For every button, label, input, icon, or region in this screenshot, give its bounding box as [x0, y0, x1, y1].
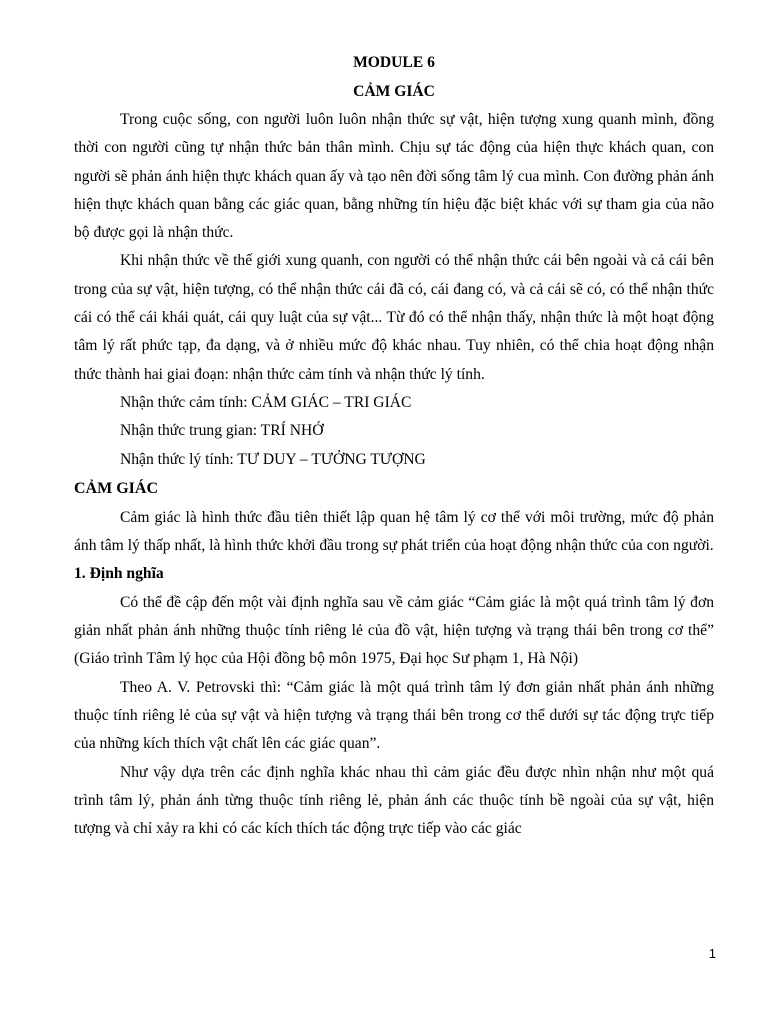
stage-rational: Nhận thức lý tính: TƯ DUY – TƯỞNG TƯỢNG	[120, 450, 426, 468]
page-number: 1	[708, 946, 716, 961]
document-page	[74, 48, 714, 843]
definition-paragraph-3: Như vậy dựa trên các định nghĩa khác nhau thì cảm giác đều được nhìn nhận như một quá trình tâm lý, phản ánh từng thuộc tính riêng lẻ, phản ánh các thuộc tính bề ngoài của sự vật, hiện tượng và chỉ xảy ra khi có các kích thích tác động trực tiếp vào các giác	[74, 763, 714, 838]
intro-paragraph-1: Trong cuộc sống, con người luôn luôn nhận thức sự vật, hiện tượng xung quanh mình, đồng thời con người cũng tự nhận thức bản thân mình. Chịu sự tác động của hiện thực khách quan, con người sẽ phản ánh hiện thực khách quan ấy và tạo nên đời sống tâm lý cua mình. Con đường phản ánh hiện thực khách quan bằng các giác quan, bằng những tín hiệu đặc biệt khác với sự tham gia của não bộ được gọi là nhận thức.	[74, 111, 714, 242]
section-paragraph: Cảm giác là hình thức đầu tiên thiết lập quan hệ tâm lý cơ thể với môi trường, mức độ phản ánh tâm lý thấp nhất, là hình thức khởi đầu trong sự phát triển của hoạt động nhận thức của con người.	[74, 508, 714, 555]
subheading-definition: 1. Định nghĩa	[74, 565, 164, 583]
stage-sensory: Nhận thức cảm tính: CẢM GIÁC – TRI GIÁC	[120, 393, 412, 411]
module-title: MODULE 6	[353, 54, 435, 71]
definition-paragraph-1: Có thể đề cập đến một vài định nghĩa sau về cảm giác “Cảm giác là một quá trình tâm lý đơn giản nhất phản ánh những thuộc tính riêng lẻ của đồ vật, hiện tượng và trạng thái bên trong cơ thể” (Giáo trình Tâm lý học của Hội đồng bộ môn 1975, Đại học Sư phạm 1, Hà Nội)	[74, 593, 714, 668]
intro-paragraph-2: Khi nhận thức về thế giới xung quanh, con người có thể nhận thức cái bên ngoài và cả cái bên trong của sự vật, hiện tượng, có thể nhận thức cái đã có, cái đang có, và cả cái sẽ có, có thể nhận thức cái có thể cái khái quát, cái quy luật của sự vật... Từ đó có thể nhận thấy, nhận thức là một hoạt động tâm lý rất phức tạp, đa dạng, và ở nhiều mức độ khác nhau. Tuy nhiên, có thể chia hoạt động nhận thức thành hai giai đoạn: nhận thức cảm tính và nhận thức lý tính.	[74, 252, 714, 383]
section-heading: CẢM GIÁC	[74, 479, 158, 497]
definition-paragraph-2: Theo A. V. Petrovski thì: “Cảm giác là một quá trình tâm lý đơn giản nhất phản ánh những thuộc tính riêng lẻ của sự vật và hiện tượng và trạng thái bên trong cơ thể dưới sự tác động trực tiếp của những kích thích vật chất lên các giác quan”.	[74, 678, 714, 753]
chapter-title: CẢM GIÁC	[353, 83, 435, 100]
stage-intermediate: Nhận thức trung gian: TRÍ NHỚ	[120, 422, 324, 440]
